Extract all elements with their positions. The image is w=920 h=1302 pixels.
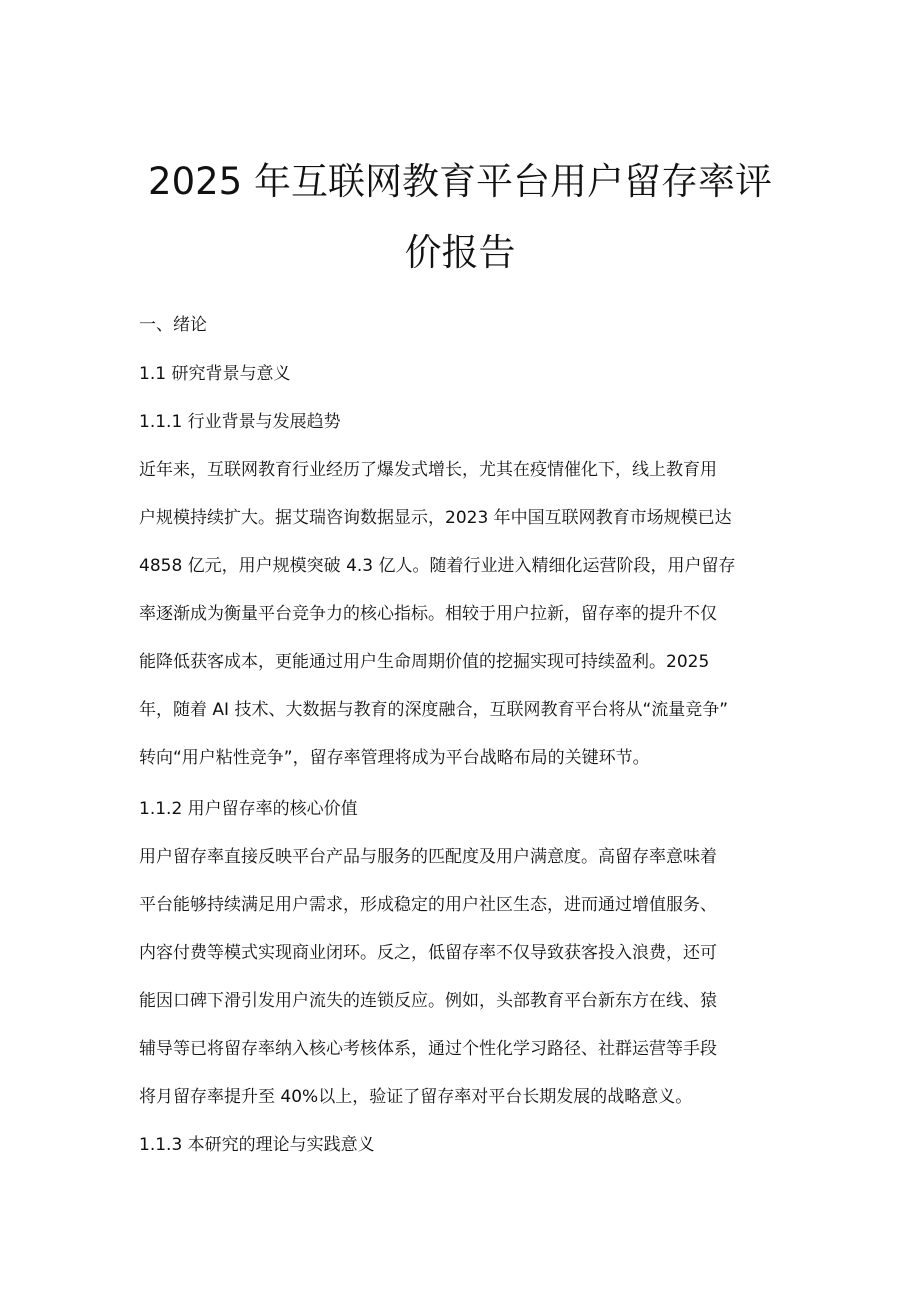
paragraph-line: 4858 亿元，用户规模突破 4.3 亿人。随着行业进入精细化运营阶段，用户留存 bbox=[139, 556, 736, 576]
section-heading-1-1-1: 1.1.1 行业背景与发展趋势 bbox=[139, 412, 341, 432]
paragraph-line: 能降低获客成本，更能通过用户生命周期价值的挖掘实现可持续盈利。2025 bbox=[139, 652, 710, 672]
paragraph-industry-background bbox=[139, 458, 789, 794]
paragraph-line: 转向“用户粘性竞争”，留存率管理将成为平台战略布局的关键环节。 bbox=[139, 748, 650, 768]
paragraph-line: 辅导等已将留存率纳入核心考核体系，通过个性化学习路径、社群运营等手段 bbox=[139, 1039, 717, 1059]
document-title-line-2: 价报告 bbox=[404, 231, 516, 274]
paragraph-line: 近年来，互联网教育行业经历了爆发式增长，尤其在疫情催化下，线上教育用 bbox=[139, 460, 717, 480]
paragraph-line: 用户留存率直接反映平台产品与服务的匹配度及用户满意度。高留存率意味着 bbox=[139, 847, 717, 867]
paragraph-line: 平台能够持续满足用户需求，形成稳定的用户社区生态，进而通过增值服务、 bbox=[139, 895, 717, 915]
paragraph-retention-value bbox=[139, 845, 789, 1133]
paragraph-line: 率逐渐成为衡量平台竞争力的核心指标。相较于用户拉新，留存率的提升不仅 bbox=[139, 604, 717, 624]
paragraph-line: 将月留存率提升至 40%以上，验证了留存率对平台长期发展的战略意义。 bbox=[139, 1087, 693, 1107]
document-title-line-1: 2025 年互联网教育平台用户留存率评 bbox=[148, 160, 772, 203]
paragraph-line: 户规模持续扩大。据艾瑞咨询数据显示，2023 年中国互联网教育市场规模已达 bbox=[139, 508, 732, 528]
section-heading-1-1-2: 1.1.2 用户留存率的核心价值 bbox=[139, 799, 358, 819]
paragraph-line: 年，随着 AI 技术、大数据与教育的深度融合，互联网教育平台将从“流量竞争” bbox=[139, 700, 729, 720]
paragraph-line: 能因口碑下滑引发用户流失的连锁反应。例如，头部教育平台新东方在线、猿 bbox=[139, 991, 717, 1011]
section-heading-1-1-3: 1.1.3 本研究的理论与实践意义 bbox=[139, 1135, 375, 1155]
paragraph-line: 内容付费等模式实现商业闭环。反之，低留存率不仅导致获客投入浪费，还可 bbox=[139, 943, 717, 963]
chapter-heading: 一、绪论 bbox=[139, 315, 207, 335]
section-heading-1-1: 1.1 研究背景与意义 bbox=[139, 364, 291, 384]
